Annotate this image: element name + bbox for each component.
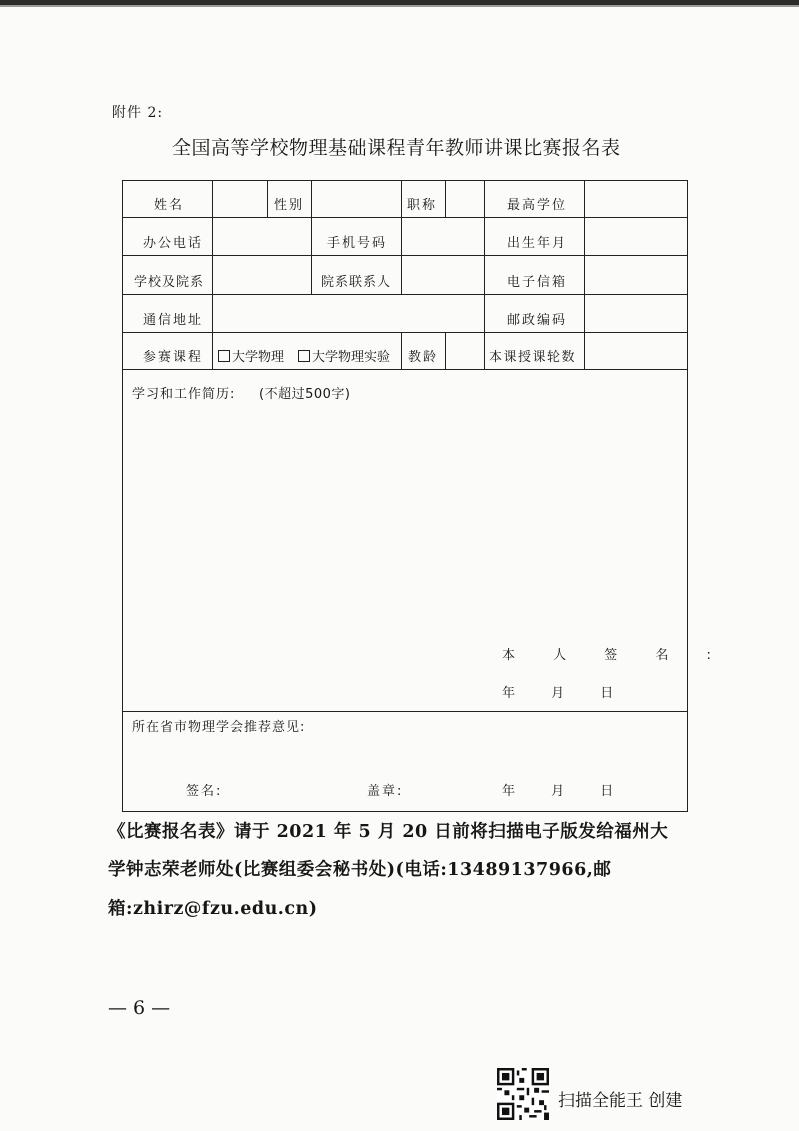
gender-field[interactable] [311,180,402,218]
office-phone-label: 办公电话 [143,236,204,251]
school-field[interactable] [212,255,312,295]
mobile-field[interactable] [401,217,485,256]
course-label: 参赛课程 [143,350,204,365]
teaching-years-field[interactable] [445,332,485,370]
recommendation-label: 所在省市物理学会推荐意见: [132,720,306,735]
checkbox-icon[interactable] [298,350,310,362]
birth-label: 出生年月 [507,236,568,251]
address-label: 通信地址 [143,313,204,328]
postcode-label: 邮政编码 [507,313,568,328]
teaching-years-label: 教龄 [408,350,439,365]
resume-label: 学习和工作简历: [132,387,236,402]
resume-date-label: 年 月 日 [502,686,630,701]
rounds-label: 本课授课轮数 [489,350,577,365]
email-label: 电子信箱 [507,275,568,290]
mobile-label: 手机号码 [327,236,388,251]
page-number: — 6 — [108,997,171,1019]
recommendation-seal-label: 盖章: [367,784,404,799]
footer-line-3: 箱:zhirz@fzu.edu.cn) [108,899,318,919]
degree-field[interactable] [584,180,688,218]
recommendation-date-label: 年 月 日 [502,784,630,799]
recommendation-sign-label: 签名: [186,784,223,799]
top-edge-shadow [0,5,799,7]
footer-line-1: 《比赛报名表》请于 2021 年 5 月 20 日前将扫描电子版发给福州大 [108,822,669,842]
course-option-physics[interactable]: 大学物理 [218,346,284,365]
degree-label: 最高学位 [507,198,568,213]
contact-label: 院系联系人 [321,275,392,290]
contact-field[interactable] [401,255,485,295]
office-phone-field[interactable] [212,217,312,256]
email-field[interactable] [584,255,688,295]
scanner-watermark: 扫描全能王 创建 [558,1091,683,1111]
birth-field[interactable] [584,217,688,256]
name-label: 姓名 [154,198,185,213]
footer-line-2: 学钟志荣老师处(比赛组委会秘书处)(电话:13489137966,邮 [108,860,612,880]
page-title: 全国高等学校物理基础课程青年教师讲课比赛报名表 [172,137,621,159]
gender-label: 性别 [274,198,305,213]
address-field[interactable] [212,294,485,333]
resume-limit-note: (不超过500字) [259,387,351,402]
job-title-field[interactable] [445,180,485,218]
self-signature-label: 本 人 签 名 : [502,648,728,663]
checkbox-icon[interactable] [218,350,230,362]
rounds-field[interactable] [584,332,688,370]
job-title-label: 职称 [407,198,438,213]
school-label: 学校及院系 [134,275,205,290]
qr-code-icon [497,1068,549,1120]
course-option-lab[interactable]: 大学物理实验 [298,346,390,365]
name-field[interactable] [212,180,268,218]
attachment-label: 附件 2: [112,105,164,121]
postcode-field[interactable] [584,294,688,333]
